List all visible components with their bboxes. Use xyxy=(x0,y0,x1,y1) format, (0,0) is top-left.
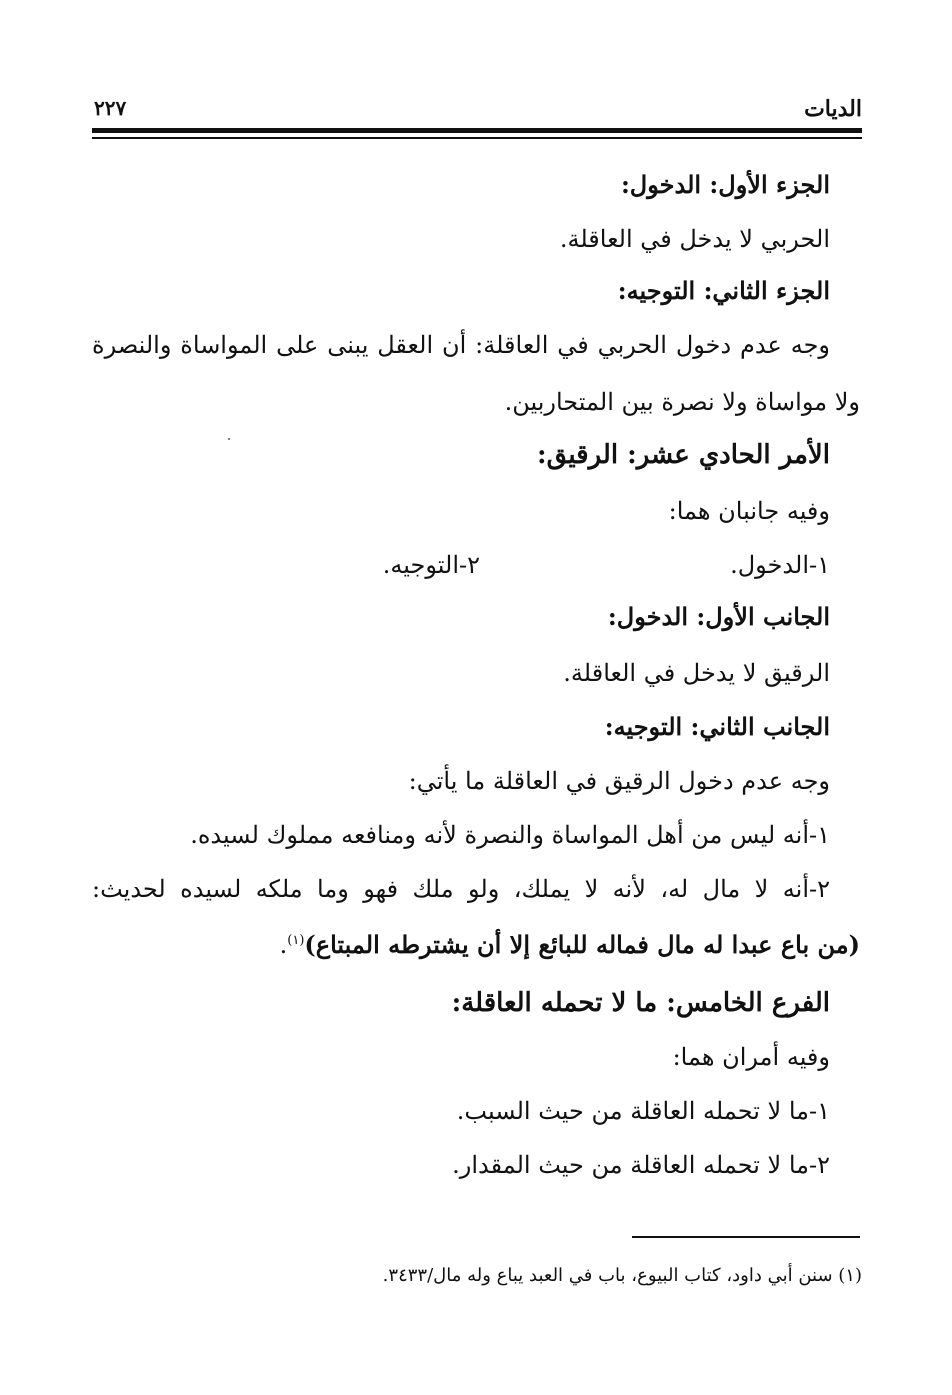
sentence-end: . xyxy=(279,931,288,959)
footnote-separator xyxy=(632,1236,860,1238)
heading-part-two: الجزء الثاني: التوجيه: xyxy=(617,276,830,305)
paragraph-line: ولا مواساة ولا نصرة بين المتحاربين. xyxy=(504,388,860,416)
paragraph-line: وجه عدم دخول الرقيق في العاقلة ما يأتي: xyxy=(408,767,830,795)
list-item: ١-الدخول. xyxy=(730,551,830,579)
hadith-quote: (من باع عبدا له مال فماله للبائع إلا أن يشترطه المبتاع) xyxy=(304,930,860,959)
running-header xyxy=(92,96,862,126)
heading-part-one: الجزء الأول: الدخول: xyxy=(620,170,830,199)
header-rule-thin xyxy=(92,137,862,139)
heading-side-two: الجانب الثاني: التوجيه: xyxy=(604,712,830,741)
print-speck xyxy=(228,438,230,440)
hadith-line xyxy=(280,928,860,962)
list-item: ٢-ما لا تحمله العاقلة من حيث المقدار. xyxy=(452,1151,830,1179)
heading-matter-eleven: الأمر الحادي عشر: الرقيق: xyxy=(537,440,830,470)
paragraph-line: الرقيق لا يدخل في العاقلة. xyxy=(563,659,830,687)
footnote-ref: (١) xyxy=(287,933,305,948)
paragraph-line: وفيه جانبان هما: xyxy=(668,497,830,525)
list-item: ١-ما لا تحمله العاقلة من حيث السبب. xyxy=(456,1097,830,1125)
chapter-title: الديات xyxy=(804,96,862,122)
list-item: ١-أنه ليس من أهل المواساة والنصرة لأنه ومنافعه مملوك لسيده. xyxy=(190,821,830,849)
heading-side-one: الجانب الأول: الدخول: xyxy=(607,602,830,631)
footnote: (١) سنن أبي داود، كتاب البيوع، باب في العبد يباع وله مال/٣٤٣٣. xyxy=(382,1265,862,1286)
page-number: ٢٢٧ xyxy=(94,96,127,120)
list-item: ٢-أنه لا مال له، لأنه لا يملك، ولو ملك فهو وما ملكه لسيده لحديث: xyxy=(92,875,830,903)
paragraph-line: وجه عدم دخول الحربي في العاقلة: أن العقل يبنى على المواساة والنصرة xyxy=(92,331,830,359)
header-rule-thick xyxy=(92,128,862,133)
paragraph-line: وفيه أمران هما: xyxy=(672,1043,830,1071)
list-item: ٢-التوجيه. xyxy=(382,551,480,579)
paragraph-line: الحربي لا يدخل في العاقلة. xyxy=(559,225,830,253)
heading-branch-five: الفرع الخامس: ما لا تحمله العاقلة: xyxy=(451,988,830,1018)
